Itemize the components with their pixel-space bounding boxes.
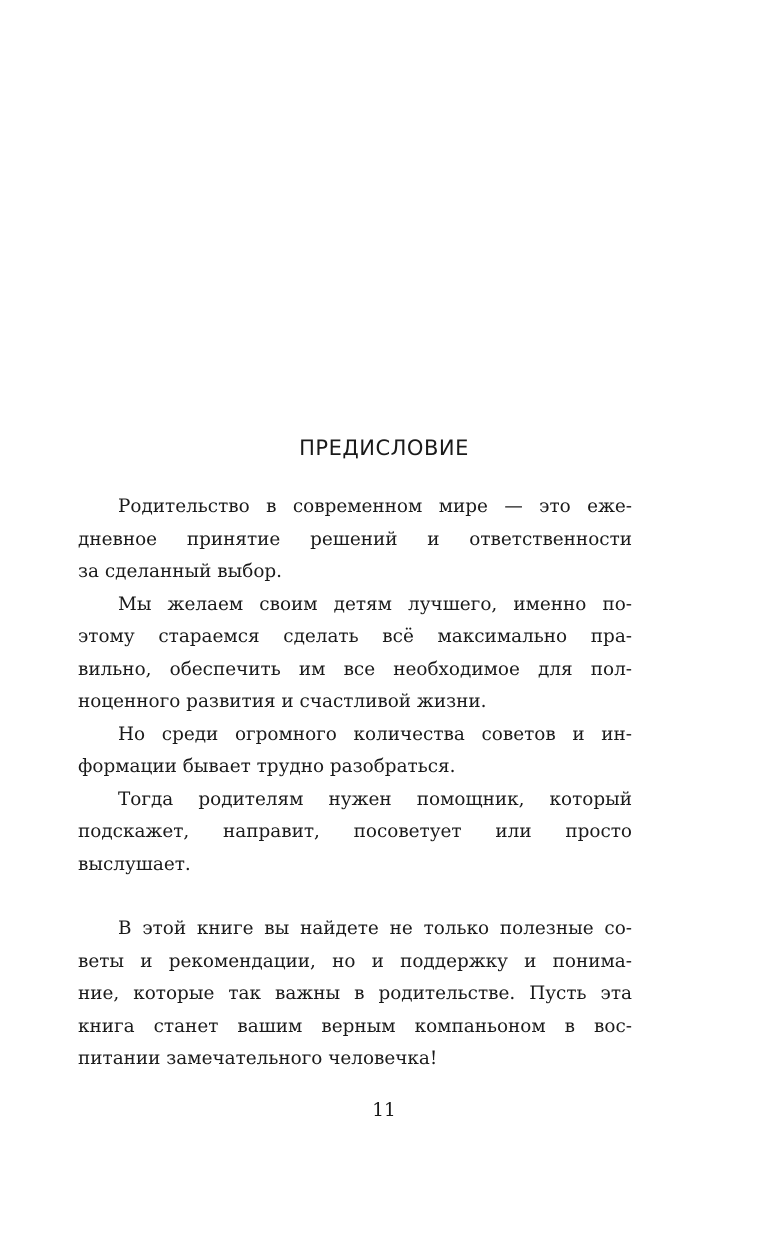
text-line: питании замечательного человечка! xyxy=(78,1048,438,1069)
text-line: Но среди огромного количества советов и ин- xyxy=(118,723,632,745)
text-line: ноценного развития и счастливой жизни. xyxy=(78,691,487,712)
text-line: формации бывает трудно разобраться. xyxy=(78,756,456,777)
paragraph xyxy=(78,719,632,784)
paragraph xyxy=(78,589,632,719)
text-line: книга станет вашим верным компаньоном в вос- xyxy=(78,1015,632,1037)
text-line: дневное принятие решений и ответственности xyxy=(78,528,632,550)
text-line: ние, которые так важны в родительстве. Пусть эта xyxy=(78,983,632,1004)
text-line: выслушает. xyxy=(78,853,191,875)
chapter-title: ПРЕДИСЛОВИЕ xyxy=(299,436,469,460)
text-line: Мы желаем своим детям лучшего, именно по- xyxy=(118,593,632,615)
text-line: вильно, обеспечить им все необходимое для пол- xyxy=(78,658,632,680)
text-line: Тогда родителям нужен помощник, который xyxy=(118,788,632,810)
paragraph xyxy=(78,784,632,882)
paragraph xyxy=(78,491,632,589)
text-line: подскажет, направит, посоветует или просто xyxy=(78,821,632,842)
text-line: Родительство в современном мире — это еже- xyxy=(118,496,632,517)
text-line: веты и рекомендации, но и поддержку и понима- xyxy=(78,950,632,972)
paragraph-gap xyxy=(118,881,632,913)
body-text xyxy=(78,491,632,1076)
paragraph xyxy=(78,913,632,1076)
text-line: за сделанный выбор. xyxy=(78,561,283,582)
text-line: этому стараемся сделать всё максимально пра- xyxy=(78,626,632,647)
page-number: 11 xyxy=(372,1100,396,1121)
text-line: В этой книге вы найдете не только полезные со- xyxy=(118,918,632,939)
